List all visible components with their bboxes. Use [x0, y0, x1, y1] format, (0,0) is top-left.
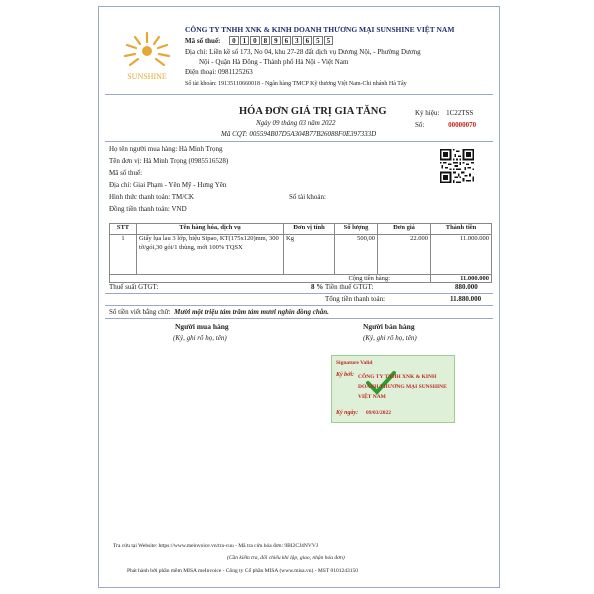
- vat-rate-value: 8 %: [311, 283, 324, 291]
- number-label: Số:: [415, 121, 425, 129]
- subtotal-row: [110, 275, 492, 283]
- col-quantity: Số lượng: [335, 224, 378, 235]
- invoice-document: [98, 6, 500, 588]
- subtotal-label: Cộng tiền hàng:: [110, 275, 431, 283]
- grand-total-value: 11.880.000: [450, 295, 482, 303]
- invoice-number: [415, 121, 476, 129]
- vat-amount-label: Tiền thuế GTGT:: [325, 283, 374, 291]
- company-account: Số tài khoản: 19135110660018 - Ngân hàng TMCP Kỹ thương Việt Nam-Chi nhánh Hà Tây: [185, 81, 407, 87]
- tax-digit: 5: [313, 36, 323, 45]
- invoice-symbol: [415, 109, 473, 117]
- amount-in-words: [109, 308, 329, 316]
- buyer-signature-title: Người mua hàng: [175, 322, 229, 331]
- tax-digit: 3: [292, 36, 302, 45]
- signature-valid-label: Signature Valid: [336, 360, 373, 366]
- table-header-row: [110, 224, 492, 235]
- col-total: Thành tiền: [431, 224, 492, 235]
- cell-price: 22.000: [378, 235, 431, 275]
- currency: Đồng tiền thanh toán: VND: [109, 205, 187, 213]
- col-stt: STT: [110, 224, 137, 235]
- signed-by-label: Ký bởi:: [336, 372, 355, 378]
- symbol-label: Ký hiệu:: [415, 109, 440, 117]
- tax-digit: 1: [240, 36, 250, 45]
- tax-digit: 5: [324, 36, 334, 45]
- divider: [105, 293, 493, 294]
- tax-label: Mã số thuế:: [185, 37, 221, 45]
- buyer-unit: Tên đơn vị: Hà Minh Trọng (0985516528): [109, 157, 229, 165]
- tax-digit: 9: [271, 36, 281, 45]
- digital-signature-box: [331, 355, 455, 423]
- buyer-address: Địa chỉ: Giai Phạm - Yên Mỹ - Hưng Yên: [109, 181, 227, 189]
- buyer-signature-note: (Ký, ghi rõ họ, tên): [173, 334, 227, 342]
- buyer-name: Họ tên người mua hàng: Hà Minh Trọng: [109, 145, 223, 153]
- cell-quantity: 500,00: [335, 235, 378, 275]
- tax-digit: 0: [250, 36, 260, 45]
- cell-description: Giấy lụa lau 3 lớp, hiệu Sipao, KT(175x120)mm, 300 tờ/gói,30 gói/1 thùng, mới 100% TQSX: [137, 235, 284, 275]
- company-tax-row: [185, 36, 333, 45]
- cell-unit: Kg: [284, 235, 335, 275]
- buyer-tax: Mã số thuế:: [109, 169, 143, 177]
- divider: [105, 94, 493, 95]
- company-phone: Điện thoại: 0981125263: [185, 68, 253, 76]
- lookup-info: Tra cứu tại Website: https://www.meinvoice.vn/tra-cuu - Mã tra cứu hóa đơn: 9BI2CJ4NVVJ: [113, 543, 318, 549]
- table-row: [110, 235, 492, 275]
- tax-digit: 6: [303, 36, 313, 45]
- sunshine-logo-icon: [119, 29, 175, 85]
- cell-stt: 1: [110, 235, 137, 275]
- tax-digit: 6: [282, 36, 292, 45]
- divider: [105, 318, 493, 319]
- invoice-cqt: Mã CQT: 005594B07D5A304B77B26088F0E397333D: [221, 130, 377, 138]
- divider: [105, 305, 493, 306]
- seller-signature-title: Người bán hàng: [363, 322, 415, 331]
- col-unit: Đơn vị tính: [284, 224, 335, 235]
- amount-words-value: Mười một triệu tám trăm tám mươi nghìn đồng chẵn.: [174, 308, 329, 316]
- amount-words-label: Số tiền viết bằng chữ:: [109, 308, 171, 316]
- signed-date-label: Ký ngày:: [336, 410, 359, 416]
- qr-code-icon: [440, 149, 474, 183]
- symbol-value: 1C22TSS: [446, 109, 474, 117]
- check-note: (Cần kiểm tra, đối chiếu khi lập, giao, nhận hóa đơn): [227, 555, 345, 561]
- seller-signature-note: (Ký, ghi rõ họ, tên): [363, 334, 417, 342]
- buyer-account: Số tài khoản:: [289, 193, 326, 201]
- grand-total-label: Tổng tiền thanh toán:: [325, 295, 386, 303]
- company-name: CÔNG TY TNHH XNK & KINH DOANH THƯƠNG MẠI SUNSHINE VIỆT NAM: [185, 25, 455, 34]
- svg-text:SUNSHINE: SUNSHINE: [127, 72, 167, 81]
- company-address-line2: Nội - Quận Hà Đông - Thành phố Hà Nội - Việt Nam: [199, 58, 349, 66]
- signed-date-value: 09/03/2022: [366, 410, 392, 416]
- invoice-title: HÓA ĐƠN GIÁ TRỊ GIA TĂNG: [239, 106, 387, 117]
- tax-digit-boxes: [228, 37, 333, 45]
- tax-digit: 8: [261, 36, 271, 45]
- number-value: 00000070: [448, 121, 477, 129]
- tax-digit: 0: [229, 36, 239, 45]
- issuer-info: Phát hành bởi phần mềm MISA meInvoice - Công ty Cổ phần MISA (www.misa.vn) - MST 0101243150: [127, 568, 358, 574]
- signed-by-value: CÔNG TY TNHH XNK & KINH DOANH THƯƠNG MẠI SUNSHINE VIỆT NAM: [358, 374, 447, 400]
- cell-total: 11.000.000: [431, 235, 492, 275]
- payment-method: Hình thức thanh toán: TM/CK: [109, 193, 194, 201]
- divider: [105, 141, 493, 142]
- vat-amount-value: 880.000: [455, 283, 478, 291]
- col-description: Tên hàng hóa, dịch vụ: [137, 224, 284, 235]
- vat-rate-label: Thuế suất GTGT:: [109, 283, 159, 291]
- invoice-date: Ngày 09 tháng 03 năm 2022: [256, 119, 336, 127]
- col-price: Đơn giá: [378, 224, 431, 235]
- subtotal-value: 11.000.000: [431, 275, 492, 283]
- company-address: Địa chỉ: Liền kề số 173, No 04, khu 27-28 đất dịch vụ Dương Nội, - Phường Dương: [185, 48, 421, 56]
- items-table: [109, 223, 492, 283]
